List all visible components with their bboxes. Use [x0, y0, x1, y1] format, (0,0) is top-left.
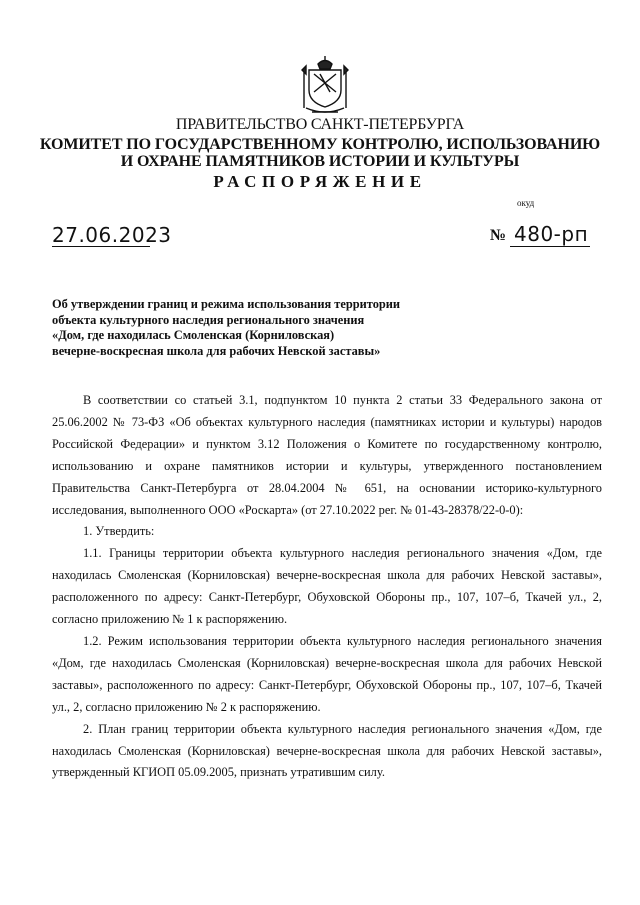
subject-line-2: объекта культурного наследия регионального значения	[52, 312, 365, 327]
government-name: ПРАВИТЕЛЬСТВО САНКТ-ПЕТЕРБУРГА	[175, 116, 465, 133]
item-1-2: 1.2. Режим использования территории объекта культурного наследия регионального значения «Дом, где находилась Смоленская (Корниловская) вечерне-воскресная школа для рабочих Невской заставы», расположенного по адресу: Санкт-Петербург, Обуховской Обороны пр., 107, 107–б, Ткачей ул., 2, согласно приложению № 2 к распоряжению.	[52, 633, 602, 714]
subject-line-1: Об утверждении границ и режима использования территории	[52, 297, 401, 311]
item-1-1: 1.1. Границы территории объекта культурного наследия регионального значения «Дом, где находилась Смоленская (Корниловская) вечерне-воскресная школа для рабочих Невской заставы», расположенного по адресу: Санкт-Петербург, Обуховской Обороны пр., 107, 107–б, Ткачей ул., 2, согласно приложению № 1 к распоряжению.	[52, 546, 602, 627]
document-date: 27.06.2023	[52, 223, 172, 247]
document-body	[52, 390, 602, 784]
number-label: №	[490, 227, 507, 244]
okud-label: окуд	[517, 198, 535, 208]
committee-name-line-1: КОМИТЕТ ПО ГОСУДАРСТВЕННОМУ КОНТРОЛЮ, ИСПОЛЬЗОВАНИЮ	[39, 136, 601, 153]
preamble-paragraph: В соответствии со статьей 3.1, подпунктом 10 пункта 2 статьи 33 Федерального закона от 25.06.2002 № 73-ФЗ «Об объектах культурного наследия (памятниках истории и культуры) народов Российской Федерации» и пунктом 3.12 Положения о Комитете по государственному контролю, использованию и охране памятников истории и культуры, утвержденного постановлением Правительства Санкт-Петербурга от 28.04.2004 № 651, на основании историко-культурного исследования, выполненного ООО «Роскарта» (от 27.10.2022 рег. № 01-43-28378/22-0-0):	[52, 393, 602, 517]
date-underline	[52, 246, 150, 247]
item-1: 1. Утвердить:	[83, 524, 155, 539]
subject-line-3: «Дом, где находилась Смоленская (Корниловская)	[52, 328, 335, 342]
document-subject	[52, 297, 472, 359]
item-2: 2. План границ территории объекта культурного наследия регионального значения «Дом, где находилась Смоленская (Корниловская) вечерне-воскресная школа для рабочих Невской заставы», утвержденный КГИОП 05.09.2005, признать утратившим силу.	[52, 721, 602, 780]
committee-name	[0, 136, 640, 170]
coat-of-arms-icon	[300, 56, 350, 116]
document-type: РАСПОРЯЖЕНИЕ	[213, 172, 427, 191]
document-number: 480-рп	[514, 222, 589, 246]
subject-line-4: вечерне-воскресная школа для рабочих Невской заставы»	[52, 343, 381, 358]
committee-name-line-2: И ОХРАНЕ ПАМЯТНИКОВ ИСТОРИИ И КУЛЬТУРЫ	[120, 153, 520, 170]
number-underline	[510, 246, 590, 247]
